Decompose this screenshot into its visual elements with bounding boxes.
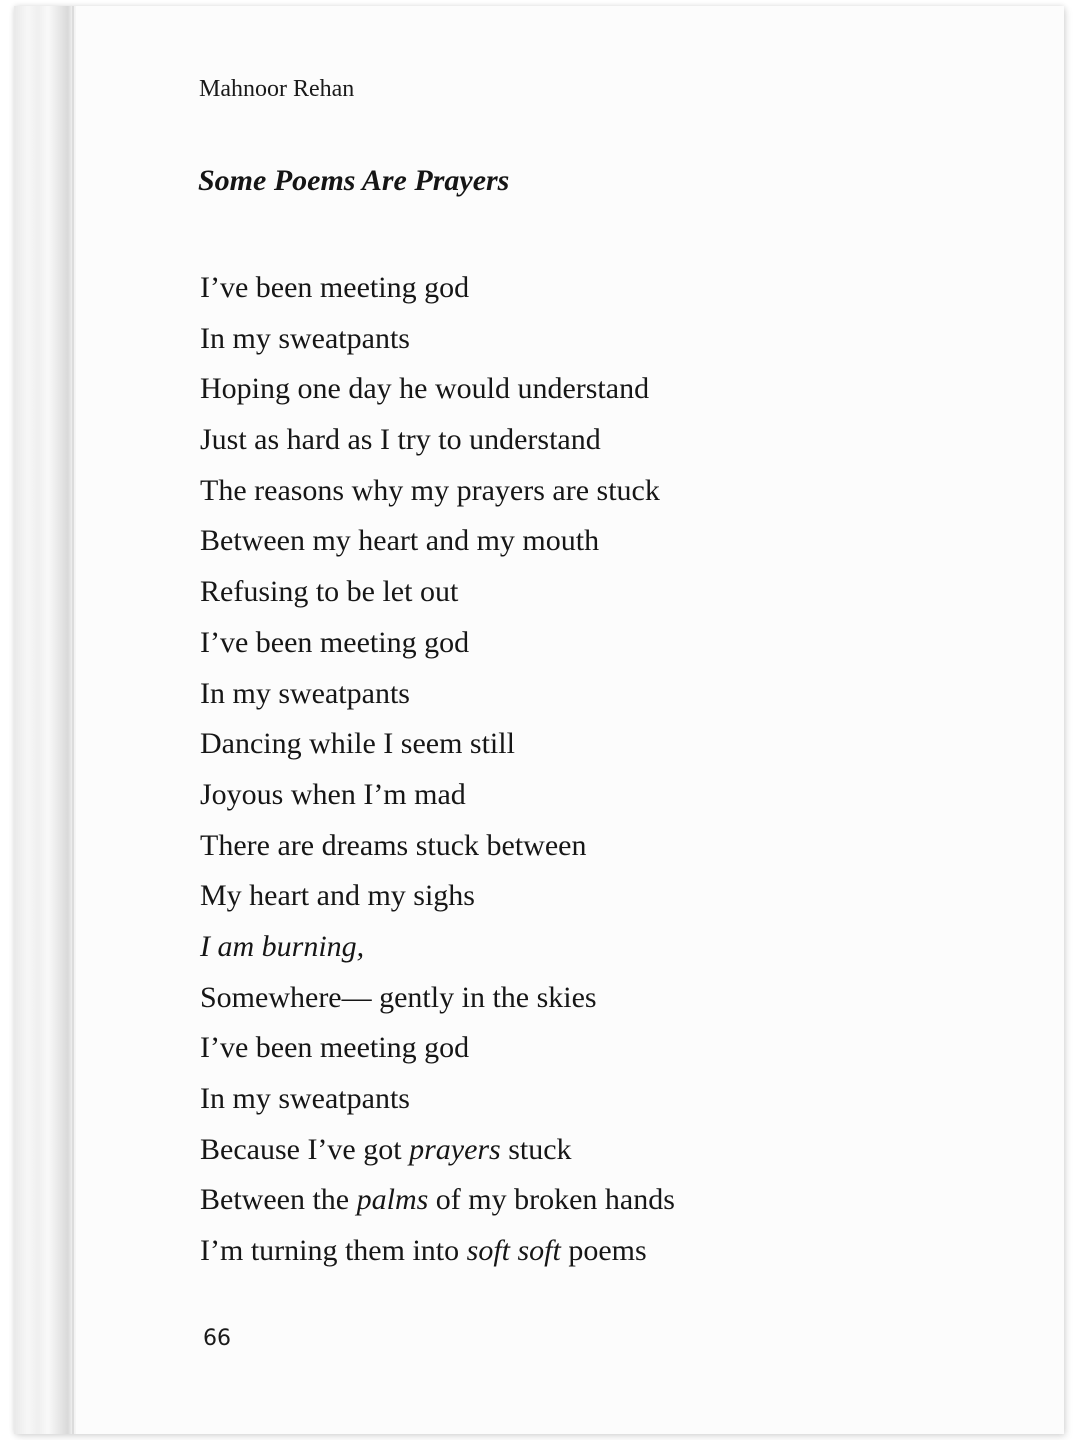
- poem-line-segment: stuck: [500, 1132, 572, 1166]
- poem-line: [200, 567, 675, 618]
- book-spine: [14, 6, 77, 1434]
- poem-line: [200, 314, 675, 365]
- poem-line-segment: of my broken hands: [428, 1183, 675, 1217]
- poem-line-segment: Between my heart and my mouth: [200, 524, 600, 558]
- poem-line: [200, 770, 675, 821]
- poem-line-segment: Between the: [200, 1183, 357, 1217]
- poem-line-segment: Somewhere— gently in the skies: [200, 980, 597, 1014]
- poem-line: [200, 922, 675, 973]
- poem-line: [200, 1125, 675, 1176]
- poem-line: [200, 364, 675, 415]
- poem-line-segment: I’ve been meeting god: [200, 271, 470, 304]
- poem-line: [200, 466, 675, 517]
- poem-line-italic-segment: soft soft: [466, 1234, 561, 1268]
- poem-line: [200, 719, 675, 770]
- poem-line-segment: I’ve been meeting god: [200, 625, 470, 659]
- poem-line-segment: The reasons why my prayers are stuck: [200, 473, 660, 507]
- poem-line: [200, 1074, 675, 1125]
- poem-line-italic-segment: prayers: [409, 1132, 501, 1166]
- poem-line-segment: In my sweatpants: [200, 676, 410, 710]
- poem-line-segment: Just as hard as I try to understand: [200, 423, 601, 457]
- poem-line-segment: In my sweatpants: [200, 321, 410, 355]
- poem-line-segment: In my sweatpants: [200, 1082, 410, 1115]
- poem-line: [200, 1023, 675, 1074]
- poem-line: [200, 263, 675, 314]
- poem-line-segment: poems: [560, 1234, 647, 1268]
- poem-line: [200, 973, 675, 1024]
- poem-line-italic-segment: I am burning,: [200, 929, 365, 963]
- poem-line: [200, 1226, 675, 1277]
- poem-line: [200, 871, 675, 922]
- poem-line-segment: Joyous when I’m mad: [200, 777, 466, 811]
- poem-body: [200, 263, 675, 1277]
- poem-line: [200, 1175, 675, 1226]
- poem-line-segment: Dancing while I seem still: [200, 727, 515, 761]
- page-number: 66: [203, 1326, 231, 1351]
- author-header: Mahnoor Rehan: [199, 76, 355, 102]
- poem-line: [200, 618, 675, 669]
- poem-line: [200, 415, 675, 466]
- poem-line: [200, 516, 675, 567]
- poem-line-segment: There are dreams stuck between: [200, 828, 587, 862]
- spine-edge: [72, 6, 74, 1434]
- poem-line-segment: Hoping one day he would understand: [200, 372, 650, 406]
- poem-line-segment: Refusing to be let out: [200, 575, 459, 609]
- poem-line-segment: I’m turning them into: [200, 1234, 467, 1268]
- poem-line: [200, 821, 675, 872]
- poem-line-segment: Because I’ve got: [200, 1132, 410, 1166]
- poem-line-segment: My heart and my sighs: [200, 879, 475, 913]
- poem-title: Some Poems Are Prayers: [198, 164, 510, 197]
- poem-line: [200, 669, 675, 720]
- poem-line-italic-segment: palms: [356, 1183, 429, 1217]
- poem-line-segment: I’ve been meeting god: [200, 1031, 470, 1065]
